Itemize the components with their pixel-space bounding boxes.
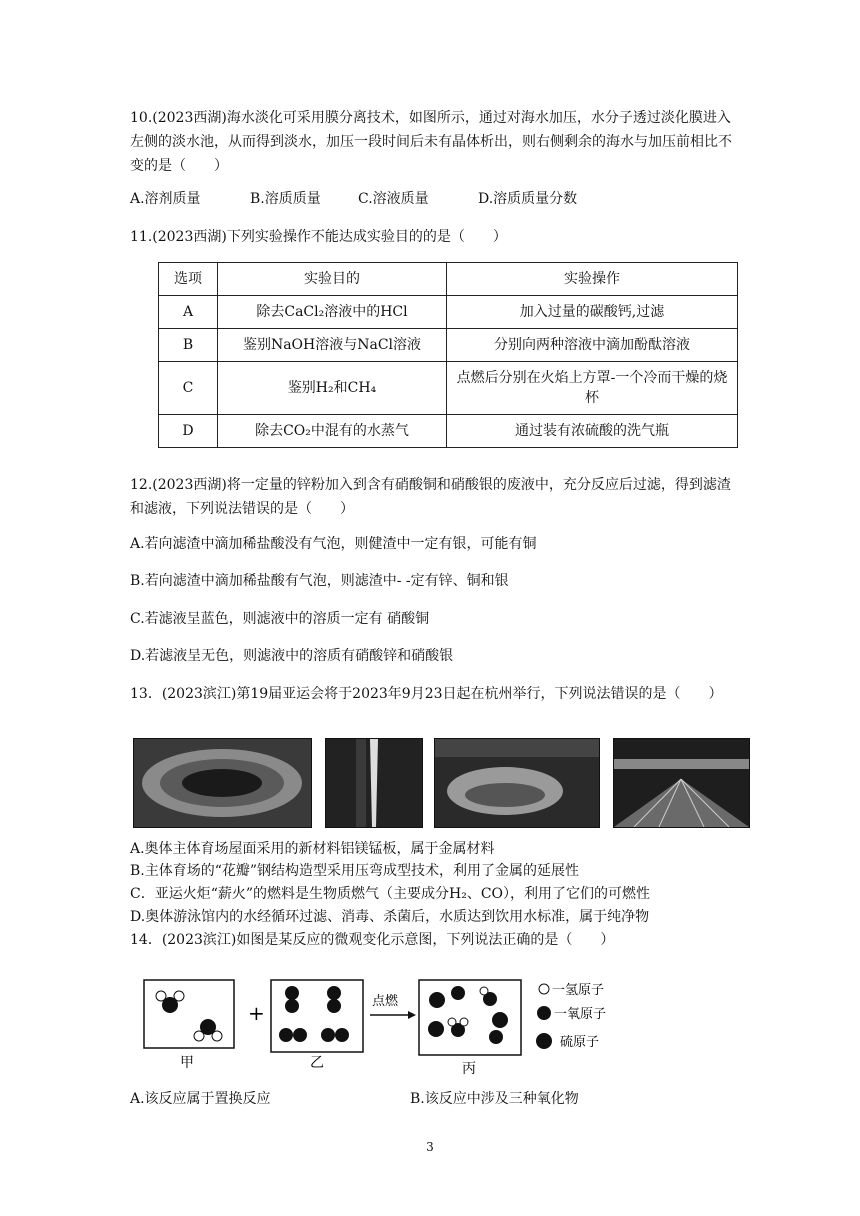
page-number: 3 [426, 1140, 434, 1154]
q14-option-b: B.该反应中涉及三种氧化物 [410, 1091, 579, 1107]
table-cell: 通过装有浓硫酸的洗气瓶 [447, 415, 738, 448]
question-12: 12.(2023西湖)将一定量的锌粉加入到含有硝酸铜和硝酸银的废液中，充分反应后过滤，得到滤渣和滤液，下列说法错误的是（ ） [130, 477, 731, 517]
label-jia: 甲 [180, 1055, 194, 1071]
table-cell: D [159, 415, 218, 448]
q13-option-d: D.奥体游泳馆内的水经循环过滤、消毒、杀菌后，水质达到饮用水标准，属于纯净物 [130, 909, 650, 925]
q12-option-a: A.若向滤渣中滴加稀盐酸没有气泡，则健渣中一定有银，可能有铜 [130, 536, 537, 552]
legend-hydrogen: 一氢原子 [552, 983, 605, 998]
hydrogen-legend-icon [539, 984, 549, 994]
q12-option-d: D.若滤液呈无色，则滤液中的溶质有硝酸锌和硝酸银 [130, 648, 454, 664]
table-header-row [159, 263, 738, 296]
question-10: 10.(2023西湖)海水淡化可采用膜分离技术，如图所示，通过对海水加压，水分子透过淡化膜进入左侧的淡水池，从而得到淡水，加压一段时间后未有晶体析出，则右侧剩余的海水与加压前相比不变的是（ ） [130, 110, 732, 174]
question-13: 13．(2023滨江)第19届亚运会将于2023年9月23日起在杭州举行，下列说法错误的是（ ） [130, 686, 723, 702]
q10-option-c: C.溶液质量 [358, 191, 429, 207]
label-bing: 丙 [462, 1061, 476, 1075]
q13-option-b: B.主体育场的“花瓣”钢结构造型采用压弯成型技术，利用了金属的延展性 [130, 863, 580, 879]
header-purpose: 实验目的 [218, 263, 447, 296]
table-cell: 除去CaCl₂溶液中的HCl [218, 296, 447, 329]
label-yi: 乙 [310, 1055, 324, 1071]
table-cell: 点燃后分别在火焰上方罩-一个冷而干燥的烧杯 [447, 362, 738, 415]
legend-sulfur: 硫原子 [560, 1035, 600, 1050]
table-cell: C [159, 362, 218, 415]
q14-option-a: A.该反应属于置换反应 [130, 1091, 271, 1107]
q13-option-c: C．亚运火炬“薪火”的燃料是生物质燃气（主要成分H₂、CO），利用了它们的可燃性 [130, 886, 651, 902]
steel-structure-photo [325, 738, 423, 828]
sulfur-legend-icon [536, 1033, 552, 1049]
q10-option-b: B.溶质质量 [250, 191, 321, 207]
table-row [159, 415, 738, 448]
legend-oxygen: 一氧原子 [554, 1007, 607, 1022]
q10-option-a: A.溶剂质量 [130, 191, 201, 207]
table-cell: B [159, 329, 218, 362]
q10-option-d: D.溶质质量分数 [478, 191, 578, 207]
q12-option-c: C.若滤液呈蓝色，则滤液中的溶质一定有 硝酸铜 [130, 611, 430, 627]
q13-option-a: A.奥体主体育场屋面采用的新材料铝镁锰板，属于金属材料 [130, 841, 495, 857]
table-row [159, 362, 738, 415]
header-option: 选项 [159, 263, 218, 296]
plus-sign: + [248, 1001, 265, 1025]
stadium-aerial-photo [133, 738, 312, 828]
swimming-pool-photo [613, 738, 750, 828]
q12-option-b: B.若向滤渣中滴加稀盐酸有气泡，则滤渣中- -定有锌、铜和银 [130, 573, 509, 589]
oxygen-legend-icon [537, 1006, 551, 1020]
table-cell: 除去CO₂中混有的水蒸气 [218, 415, 447, 448]
question-14: 14．(2023滨江)如图是某反应的微观变化示意图，下列说法正确的是（ ） [130, 932, 615, 948]
reaction-diagram [140, 975, 630, 1075]
table-cell: 分别向两种溶液中滴加酚酞溶液 [447, 329, 738, 362]
torch-venue-photo [434, 738, 600, 828]
table-row [159, 329, 738, 362]
experiment-table [158, 262, 738, 448]
table-cell: 加入过量的碳酸钙,过滤 [447, 296, 738, 329]
table-cell: A [159, 296, 218, 329]
header-operation: 实验操作 [447, 263, 738, 296]
table-row [159, 296, 738, 329]
table-cell: 鉴别H₂和CH₄ [218, 362, 447, 415]
arrow-label: 点燃 [372, 994, 399, 1009]
table-cell: 鉴别NaOH溶液与NaCl溶液 [218, 329, 447, 362]
question-11: 11.(2023西湖)下列实验操作不能达成实验目的的是（ ） [130, 229, 507, 245]
